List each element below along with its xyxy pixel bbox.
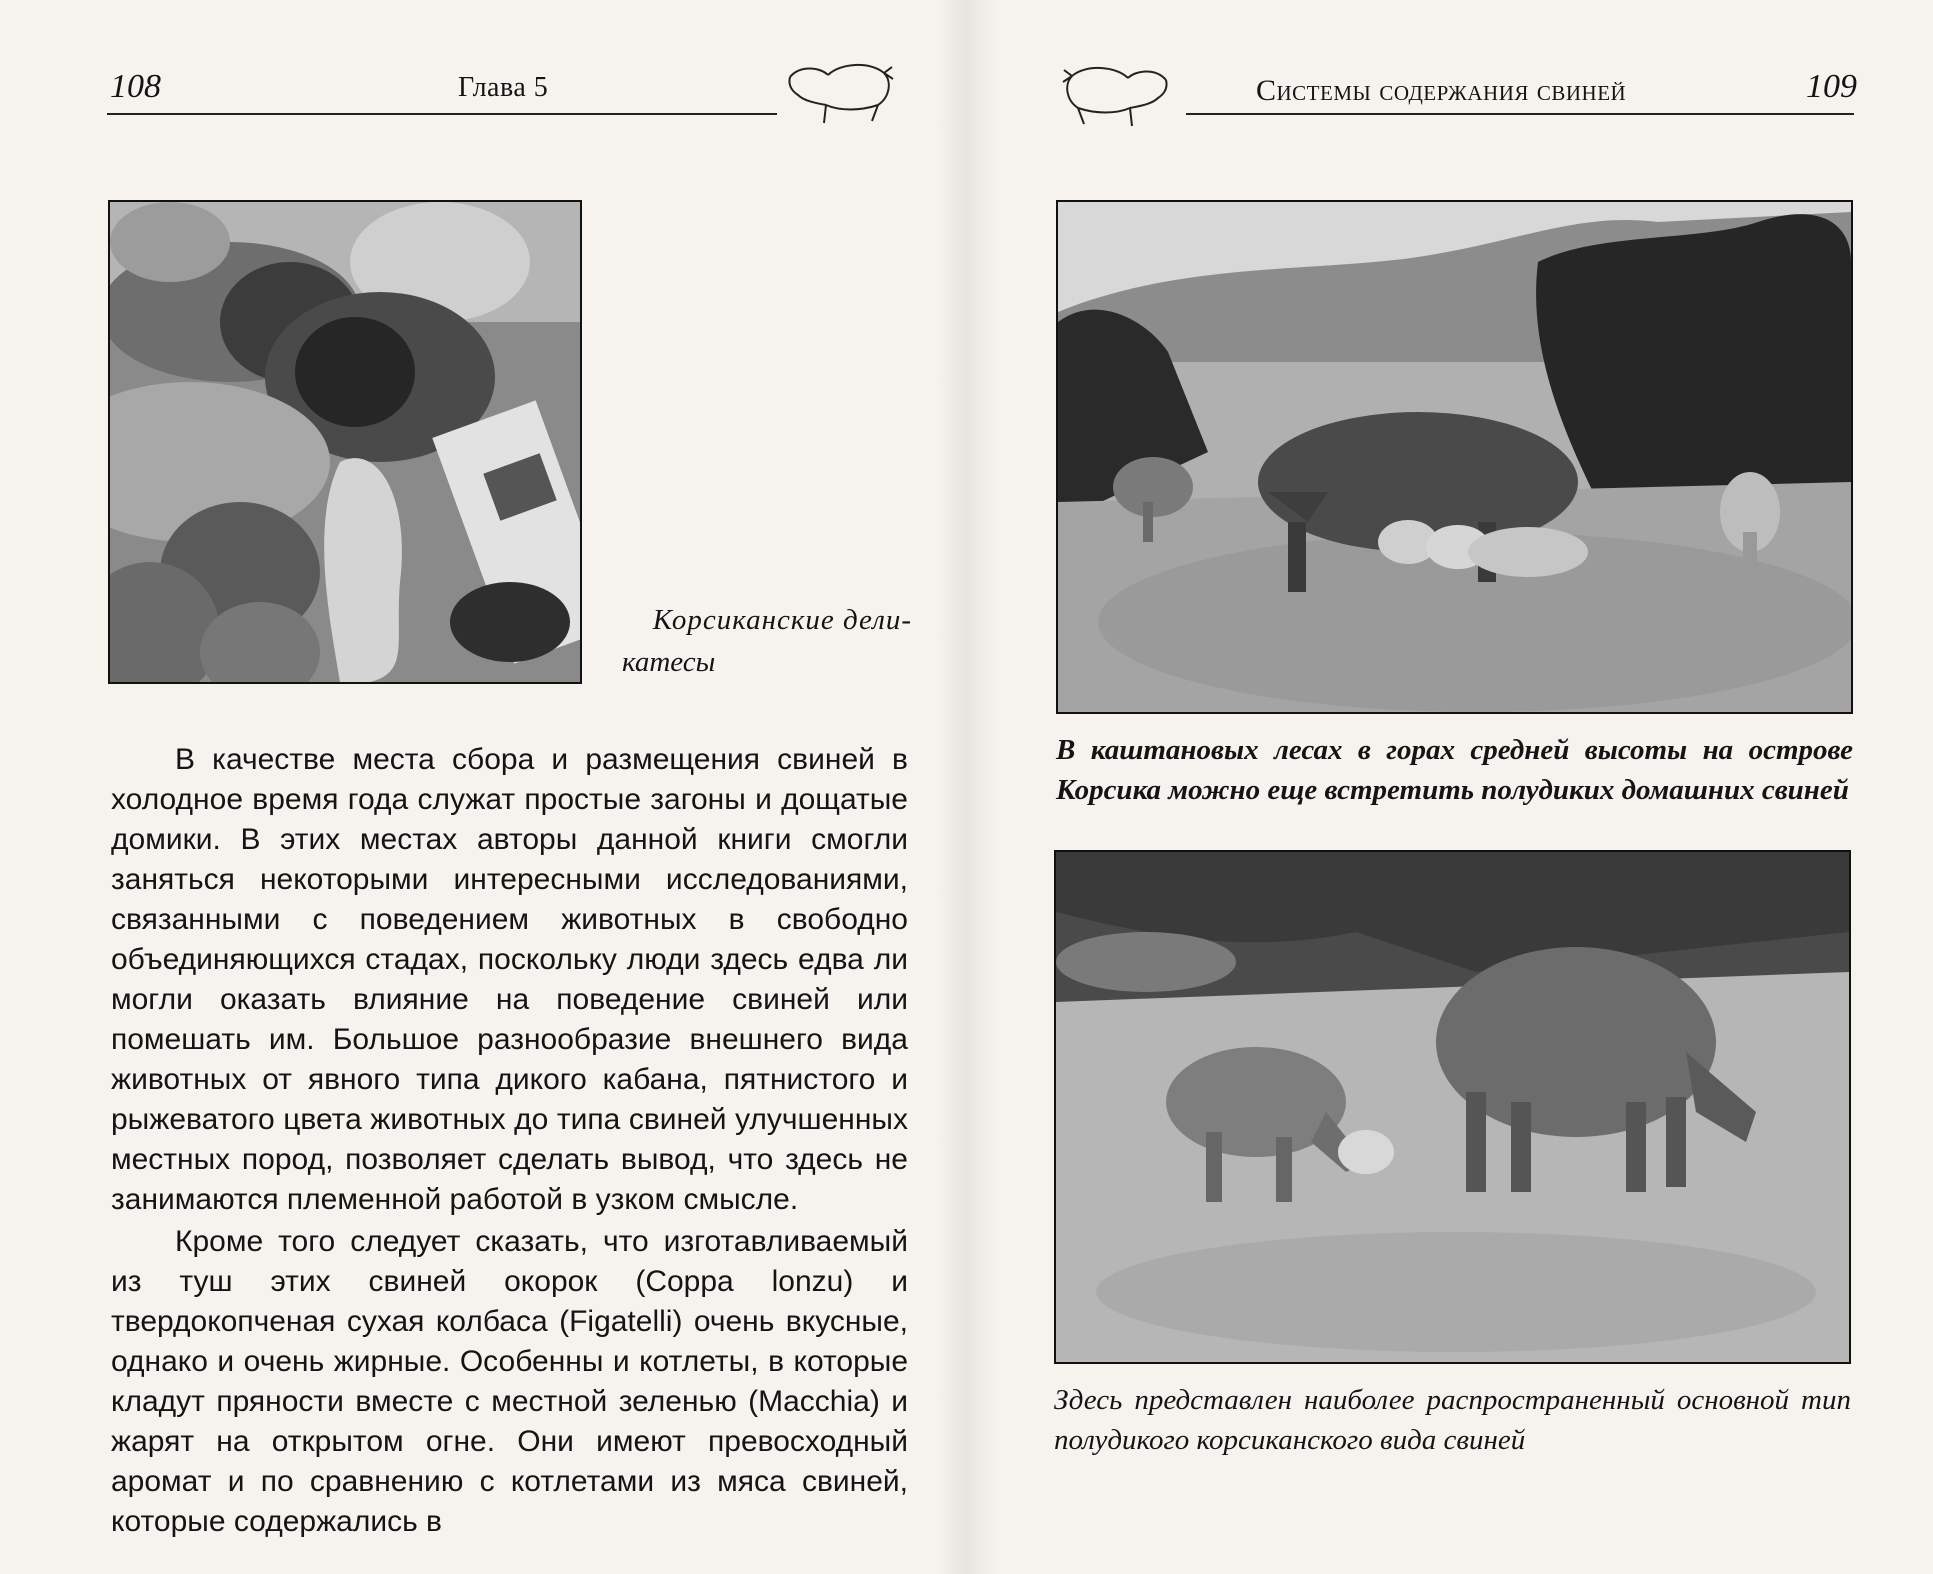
corsican-delicacies-photo	[108, 200, 582, 684]
left-header-rule	[107, 113, 777, 115]
delicacies-caption-line2: катесы	[622, 646, 716, 678]
chestnut-forest-caption: В каштановых лесах в горах средней высоты на острове Корсика можно еще встретить полудиких домашних свиней	[1056, 734, 1853, 806]
paragraph-2: Кроме того следует сказать, что изготавливаемый из туш этих свиней окорок (Coppa lonzu) и твердокопченая сухая колбаса (Figatelli) очень вкусные, однако и очень жирные. Особенны и котлеты, в которые кладут пряности вместе с местной зеленью (Macchia) и жарят на открытом огне. Они имеют превосходный аромат и по сравнению с котлетами из мяса свиней, которые содержались в	[111, 1225, 908, 1538]
pig-ornament-right	[1056, 58, 1176, 133]
right-page-number: 109	[1806, 68, 1857, 105]
left-page	[0, 0, 966, 1574]
paragraph-1: В качестве места сбора и размещения свиней в холодное время года служат простые загоны и дощатые домики. В этих местах авторы данной книги смогли заняться некоторыми интересными исследованиями, связанными с поведением животных в свободно объединяющихся стадах, поскольку люди здесь едва ли могли оказать влияние на поведение свиней или помешать им. Большое разнообразие внешнего вида животных от явного типа дикого кабана, пятнистого и рыжеватого цвета животных до типа свиней улучшенных местных пород, позволяет сделать вывод, что здесь не занимаются племенной работой в узком смысле.	[111, 743, 908, 1216]
corsican-pig-type-photo	[1054, 850, 1851, 1364]
right-page	[966, 0, 1933, 1574]
left-body-text	[111, 740, 908, 1542]
delicacies-caption-line1: Корсиканские дели-	[652, 604, 912, 636]
chestnut-forest-pigs-photo	[1056, 200, 1853, 714]
left-header-title: Глава 5	[458, 72, 549, 103]
corsican-pig-type-caption: Здесь представлен наиболее распространенный основной тип полудикого корсиканского вида свиней	[1054, 1384, 1851, 1456]
right-header-title: Системы содержания свиней	[1256, 74, 1627, 107]
pig-ornament-left	[780, 55, 900, 130]
right-header-rule	[1186, 113, 1854, 115]
left-page-number: 108	[110, 68, 161, 105]
